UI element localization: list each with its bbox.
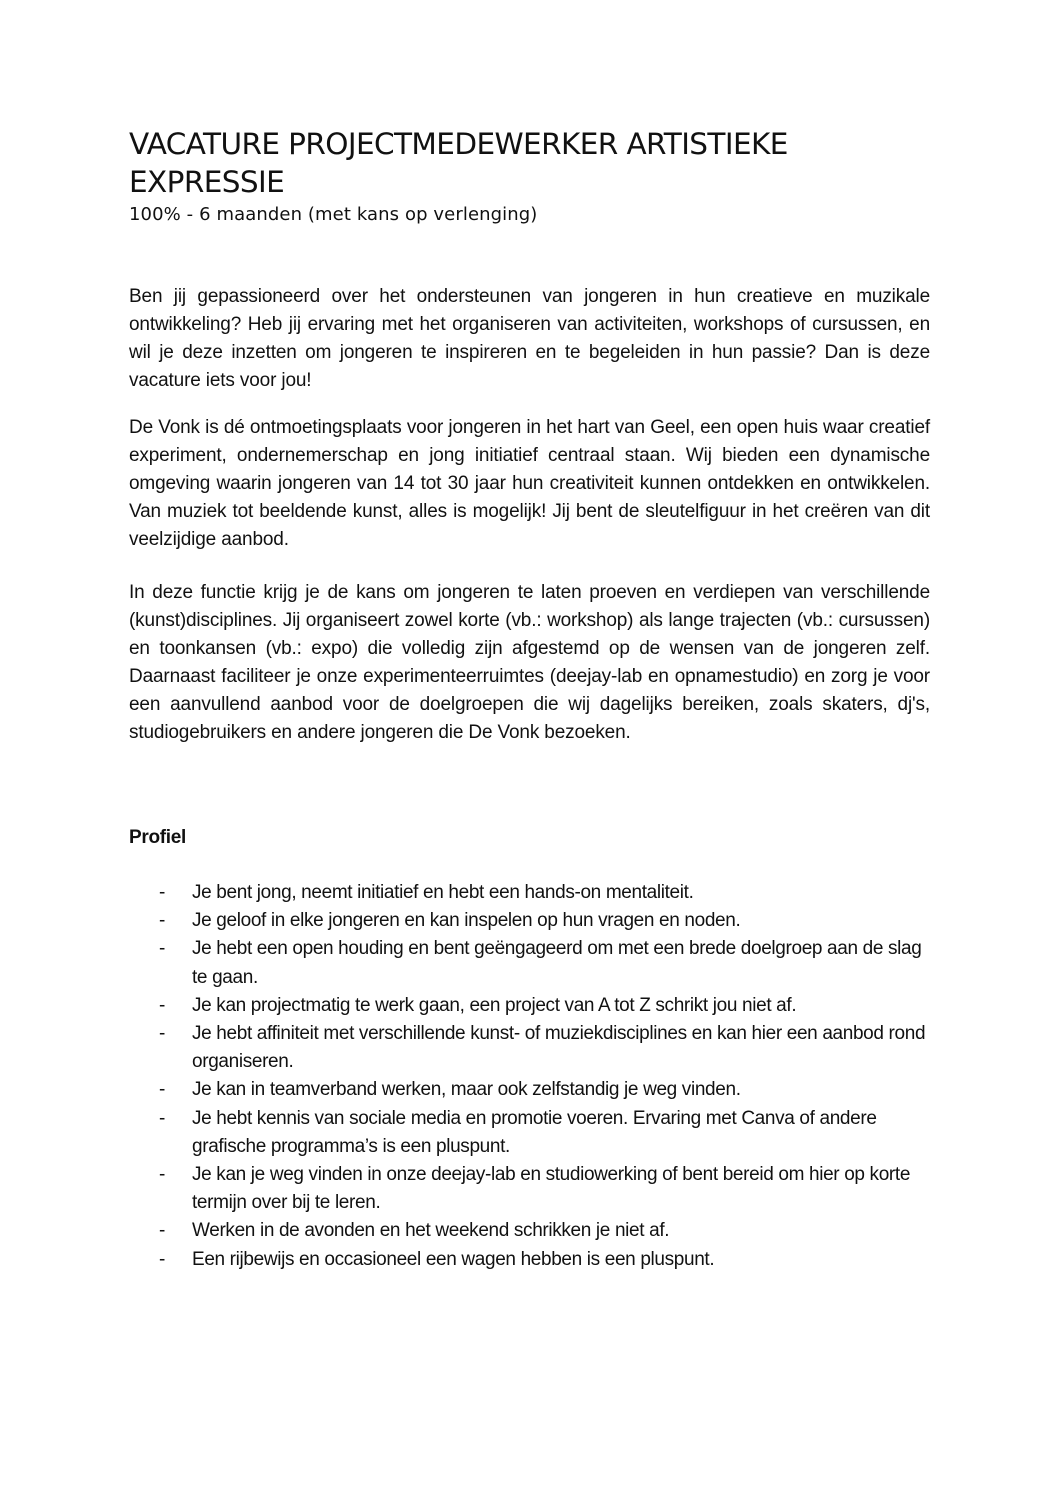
list-item-text: Je bent jong, neemt initiatief en hebt een hands-on mentaliteit.	[192, 882, 694, 903]
list-item-text: Je geloof in elke jongeren en kan inspelen op hun vragen en noden.	[192, 910, 741, 932]
document-subtitle: 100% - 6 maanden (met kans op verlenging)	[129, 204, 538, 225]
list-item	[129, 1105, 930, 1161]
function-paragraph: In deze functie krijg je de kans om jongeren te laten proeven en verdiepen van verschillende (kunst)disciplines. Jij organiseert zowel korte (vb.: workshop) als lange trajecten (vb.: cursussen) en toonkansen (vb.: expo) die volledig zijn afgestemd op de wensen van de jongeren zelf. Daarnaast faciliteer je onze experimenteerruimtes (deejay-lab en opnamestudio) en zorg je voor een aanvullend aanbod voor de doelgroepen die wij dagelijks bereiken, zoals skaters, dj's, studiogebruikers en andere jongeren die De Vonk bezoeken.	[129, 582, 930, 743]
list-item	[129, 935, 930, 991]
profile-list	[129, 879, 930, 1274]
profile-heading: Profiel	[129, 827, 187, 848]
list-item-text: Je kan in teamverband werken, maar ook zelfstandig je weg vinden.	[192, 1079, 741, 1101]
list-item-text: Werken in de avonden en het weekend schrikken je niet af.	[192, 1220, 670, 1242]
list-item	[129, 1076, 930, 1104]
list-item	[129, 879, 930, 907]
dash-bullet-icon: -	[159, 994, 165, 1016]
dash-bullet-icon: -	[159, 1220, 165, 1242]
dash-bullet-icon: -	[159, 1023, 165, 1045]
about-paragraph: De Vonk is dé ontmoetingsplaats voor jongeren in het hart van Geel, een open huis waar creatief experiment, ondernemerschap en jong initiatief centraal staan. Wij bieden een dynamische omgeving waarin jongeren van 14 tot 30 jaar hun creativiteit kunnen ontdekken en ontwikkelen. Van muziek tot beeldende kunst, alles is mogelijk! Jij bent de sleutelfiguur in het creëren van dit veelzijdige aanbod.	[129, 417, 930, 550]
list-item	[129, 1217, 930, 1245]
dash-bullet-icon: -	[159, 882, 165, 903]
dash-bullet-icon: -	[159, 1079, 165, 1101]
list-item	[129, 1161, 930, 1217]
dash-bullet-icon: -	[159, 938, 165, 960]
dash-bullet-icon: -	[159, 910, 165, 932]
list-item-text: Je kan projectmatig te werk gaan, een project van A tot Z schrikt jou niet af.	[192, 994, 797, 1016]
list-item-text: Je hebt een open houding en bent geëngageerd om met een brede doelgroep aan de slag te gaan.	[192, 938, 922, 988]
list-item	[129, 1020, 930, 1076]
list-item	[129, 1246, 930, 1274]
document-title: VACATURE PROJECTMEDEWERKER ARTISTIEKE EXPRESSIE	[129, 127, 788, 199]
list-item-text: Je kan je weg vinden in onze deejay-lab en studiowerking of bent bereid om hier op korte termijn over bij te leren.	[192, 1164, 911, 1214]
intro-paragraph: Ben jij gepassioneerd over het ondersteunen van jongeren in hun creatieve en muzikale ontwikkeling? Heb jij ervaring met het organiseren van activiteiten, workshops of cursussen, en wil je deze inzetten om jongeren te inspireren en te begeleiden in hun passie? Dan is deze vacature iets voor jou!	[129, 286, 930, 391]
list-item-text: Je hebt kennis van sociale media en promotie voeren. Ervaring met Canva of andere grafische programma’s is een pluspunt.	[192, 1107, 877, 1157]
dash-bullet-icon: -	[159, 1107, 165, 1129]
dash-bullet-icon: -	[159, 1248, 165, 1270]
list-item-text: Je hebt affiniteit met verschillende kunst- of muziekdisciplines en kan hier een aanbod rond organiseren.	[192, 1023, 926, 1073]
dash-bullet-icon: -	[159, 1164, 165, 1186]
list-item	[129, 992, 930, 1020]
list-item-text: Een rijbewijs en occasioneel een wagen hebben is een pluspunt.	[192, 1248, 715, 1270]
list-item	[129, 907, 930, 935]
